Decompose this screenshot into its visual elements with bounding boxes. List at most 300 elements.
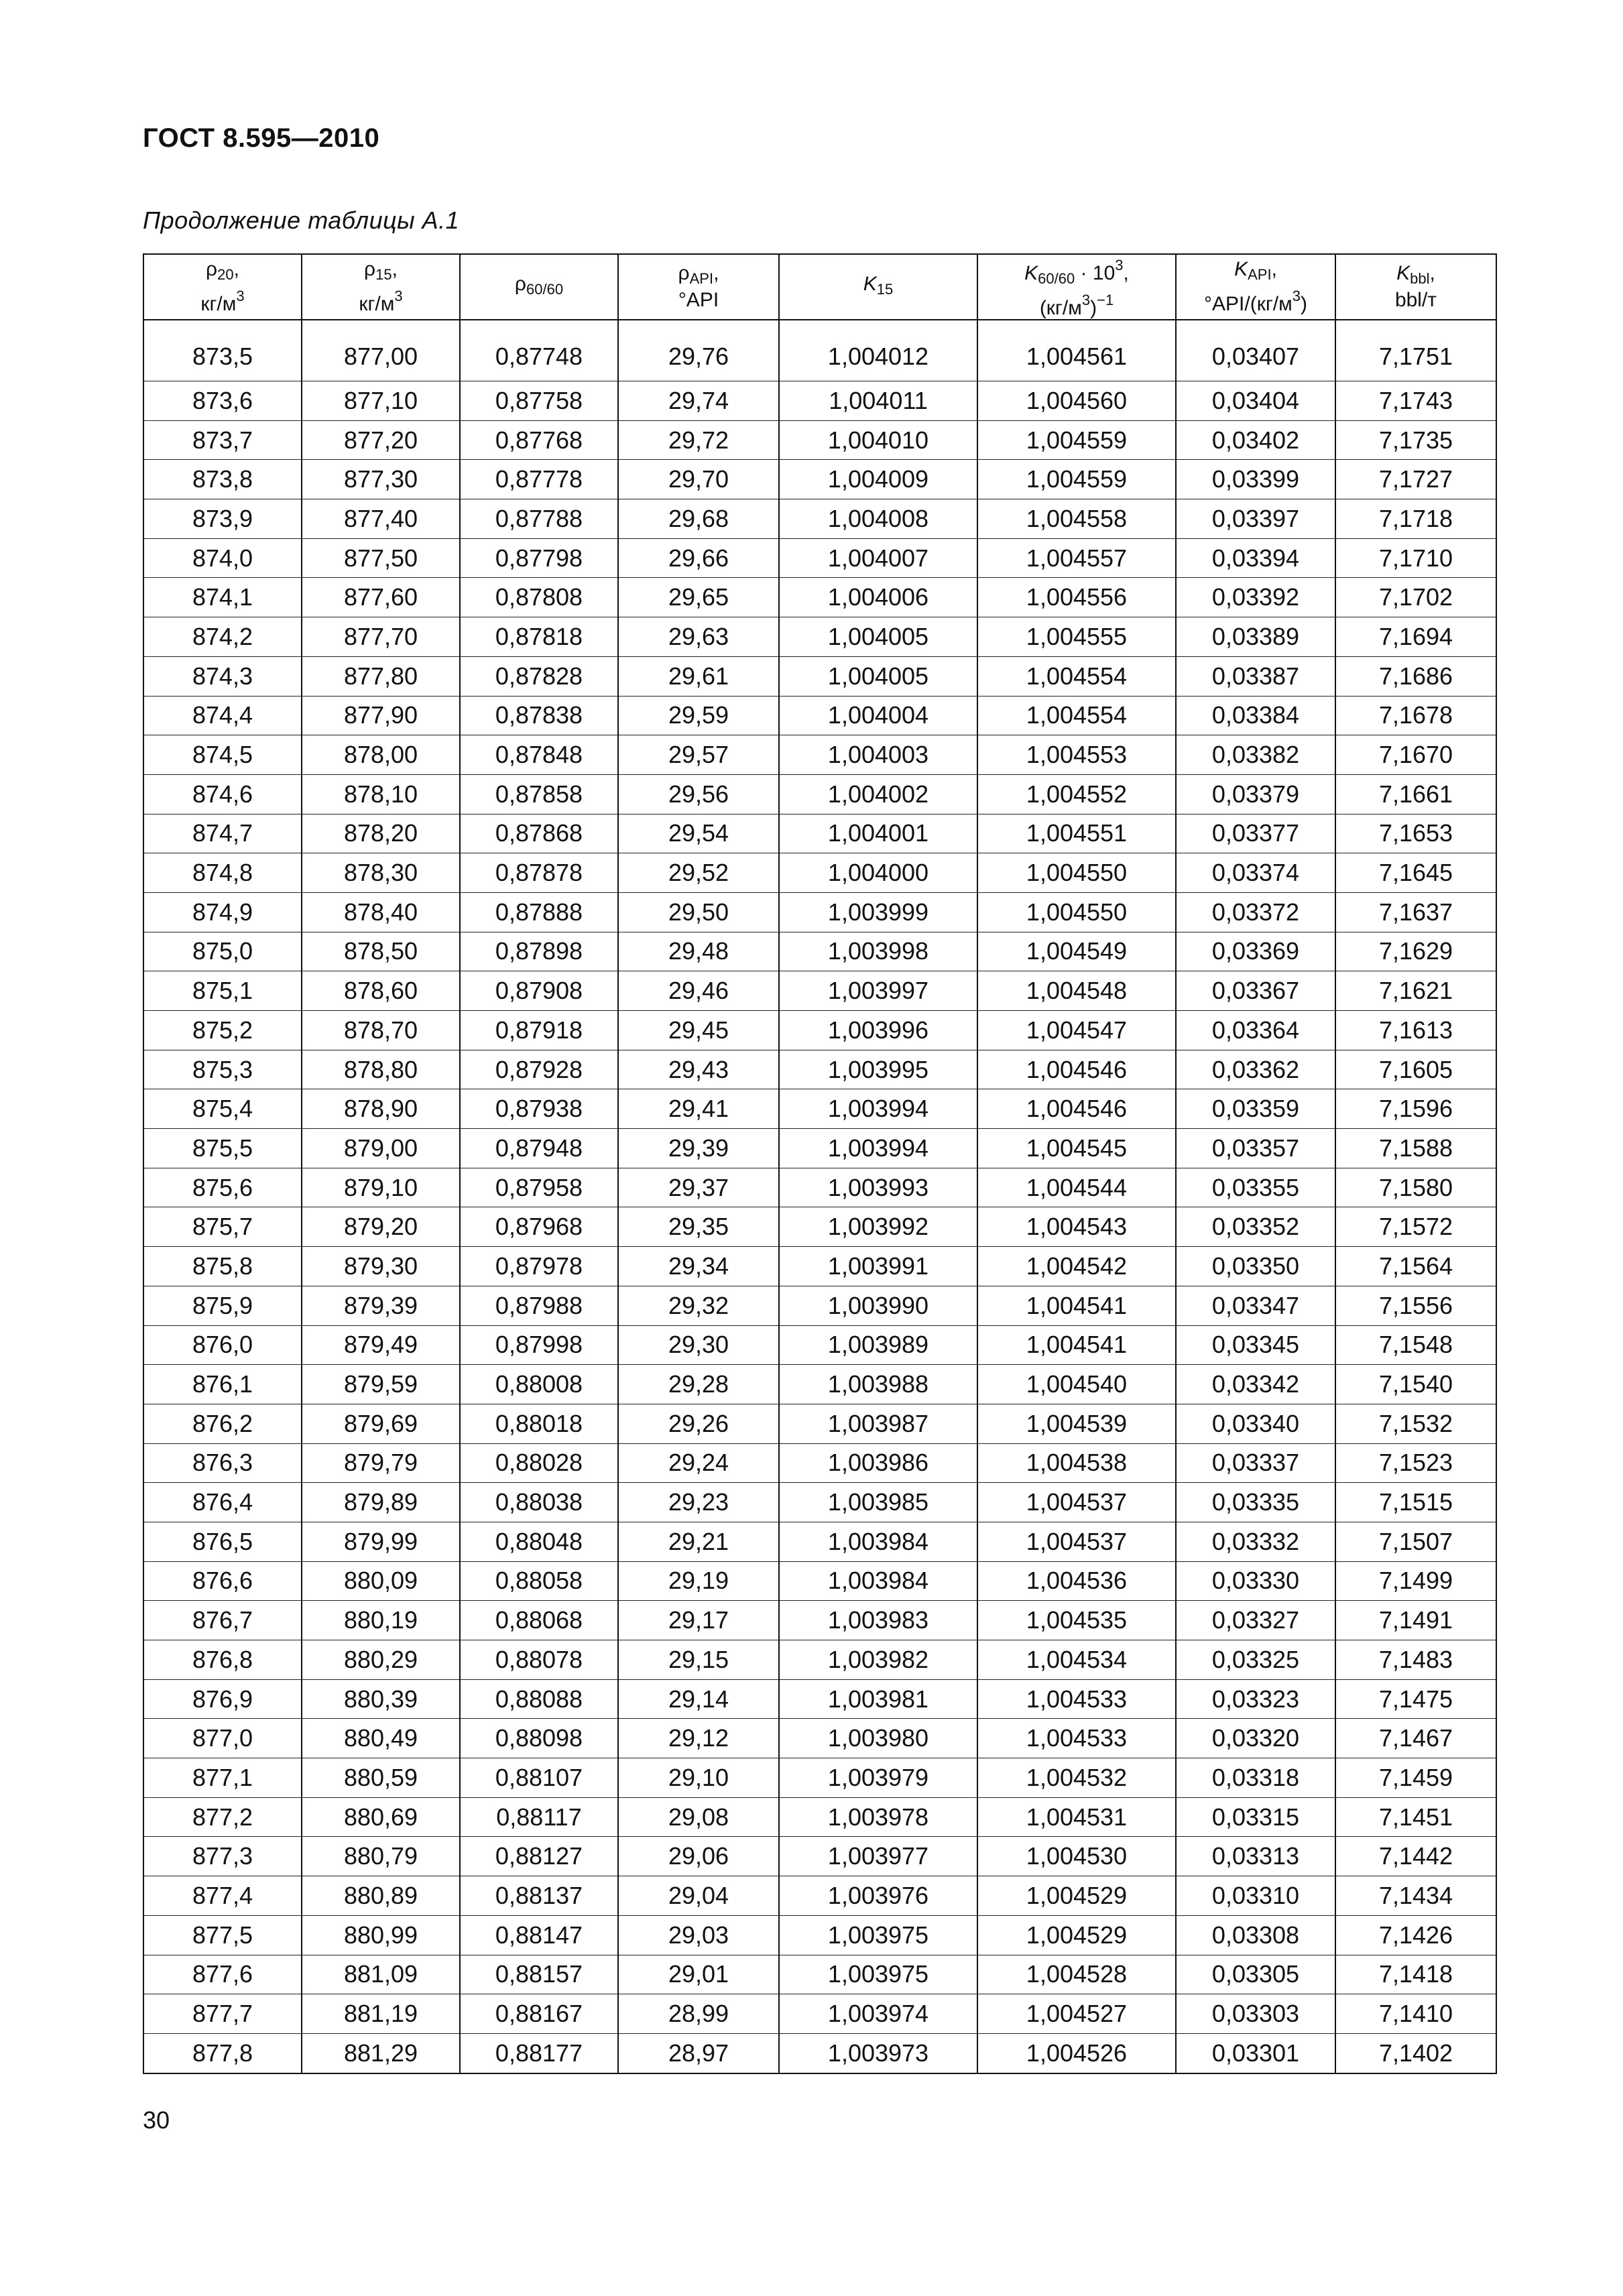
- table-cell: 7,1499: [1335, 1561, 1496, 1601]
- table-cell: 7,1678: [1335, 696, 1496, 735]
- table-cell: 29,48: [618, 932, 779, 971]
- table-cell: 880,69: [302, 1797, 460, 1837]
- table-cell: 1,003984: [779, 1522, 977, 1561]
- table-cell: 0,87938: [460, 1089, 618, 1129]
- table-cell: 0,03357: [1176, 1129, 1335, 1168]
- table-cell: 29,32: [618, 1286, 779, 1325]
- header-k15: $K_{15}$: [779, 254, 977, 320]
- table-cell: 7,1751: [1335, 320, 1496, 381]
- table-row: [143, 932, 1496, 971]
- table-cell: 1,003987: [779, 1404, 977, 1443]
- table-cell: 0,88018: [460, 1404, 618, 1443]
- table-cell: 0,87958: [460, 1168, 618, 1207]
- table-cell: 29,57: [618, 735, 779, 775]
- table-cell: 875,9: [143, 1286, 302, 1325]
- table-caption: Продолжение таблицы А.1: [143, 206, 460, 234]
- table-cell: 874,7: [143, 814, 302, 853]
- table-cell: 29,28: [618, 1365, 779, 1404]
- table-cell: 1,003979: [779, 1758, 977, 1798]
- table-cell: 877,8: [143, 2033, 302, 2073]
- table-cell: 1,004003: [779, 735, 977, 775]
- table-cell: 7,1621: [1335, 971, 1496, 1011]
- table-cell: 1,004557: [977, 538, 1176, 578]
- table-cell: 0,87788: [460, 499, 618, 539]
- table-cell: 0,03364: [1176, 1011, 1335, 1050]
- table-cell: 874,4: [143, 696, 302, 735]
- table-cell: 0,87888: [460, 892, 618, 932]
- table-cell: 1,004546: [977, 1050, 1176, 1089]
- table-cell: 0,88048: [460, 1522, 618, 1561]
- table-cell: 1,003988: [779, 1365, 977, 1404]
- table-header-row: [143, 254, 1496, 320]
- table-cell: 29,08: [618, 1797, 779, 1837]
- table-cell: 878,70: [302, 1011, 460, 1050]
- table-cell: 0,87798: [460, 538, 618, 578]
- table-cell: 878,90: [302, 1089, 460, 1129]
- table-cell: 0,88028: [460, 1443, 618, 1483]
- header-rho20: $\rho_{20}$, $кг/м^3$: [143, 254, 302, 320]
- table-cell: 0,88177: [460, 2033, 618, 2073]
- table-row: [143, 1758, 1496, 1798]
- table-cell: 1,004004: [779, 696, 977, 735]
- table-cell: 29,37: [618, 1168, 779, 1207]
- table-cell: 1,003982: [779, 1640, 977, 1680]
- table-cell: 7,1605: [1335, 1050, 1496, 1089]
- table-cell: 880,59: [302, 1758, 460, 1798]
- table-cell: 29,19: [618, 1561, 779, 1601]
- table-cell: 0,87848: [460, 735, 618, 775]
- table-cell: 1,003977: [779, 1837, 977, 1876]
- table-cell: 1,004010: [779, 420, 977, 460]
- table-cell: 878,00: [302, 735, 460, 775]
- table-cell: 7,1402: [1335, 2033, 1496, 2073]
- table-cell: 1,004541: [977, 1286, 1176, 1325]
- table-cell: 880,99: [302, 1915, 460, 1955]
- table-cell: 880,89: [302, 1876, 460, 1916]
- table-cell: 0,03308: [1176, 1915, 1335, 1955]
- table-cell: 1,004555: [977, 617, 1176, 657]
- table-cell: 877,40: [302, 499, 460, 539]
- table-cell: 7,1540: [1335, 1365, 1496, 1404]
- table-cell: 1,004005: [779, 656, 977, 696]
- table-cell: 878,30: [302, 853, 460, 893]
- table-row: [143, 1876, 1496, 1916]
- table-cell: 1,004009: [779, 460, 977, 499]
- table-cell: 0,87878: [460, 853, 618, 893]
- table-cell: 881,19: [302, 1994, 460, 2034]
- table-cell: 880,29: [302, 1640, 460, 1680]
- table-cell: 1,003996: [779, 1011, 977, 1050]
- table-cell: 7,1410: [1335, 1994, 1496, 2034]
- table-cell: 0,88107: [460, 1758, 618, 1798]
- table-cell: 1,004534: [977, 1640, 1176, 1680]
- table-cell: 7,1548: [1335, 1325, 1496, 1365]
- table-cell: 29,74: [618, 381, 779, 421]
- table-cell: 876,9: [143, 1679, 302, 1719]
- table-cell: 1,004538: [977, 1443, 1176, 1483]
- table-cell: 29,56: [618, 774, 779, 814]
- table-cell: 0,03394: [1176, 538, 1335, 578]
- table-cell: 1,004012: [779, 320, 977, 381]
- table-cell: 0,87838: [460, 696, 618, 735]
- table-cell: 1,004005: [779, 617, 977, 657]
- table-cell: 873,9: [143, 499, 302, 539]
- table-cell: 29,12: [618, 1719, 779, 1758]
- table-cell: 0,87828: [460, 656, 618, 696]
- table-cell: 0,03332: [1176, 1522, 1335, 1561]
- table-row: [143, 1168, 1496, 1207]
- table-cell: 876,2: [143, 1404, 302, 1443]
- table-cell: 1,003997: [779, 971, 977, 1011]
- table-row: [143, 814, 1496, 853]
- table-cell: 7,1532: [1335, 1404, 1496, 1443]
- table-cell: 876,8: [143, 1640, 302, 1680]
- table-cell: 1,004000: [779, 853, 977, 893]
- table-cell: 7,1645: [1335, 853, 1496, 893]
- table-cell: 0,88127: [460, 1837, 618, 1876]
- header-rho6060: $\rho_{60/60}$: [460, 254, 618, 320]
- table-cell: 0,87908: [460, 971, 618, 1011]
- table-cell: 0,87808: [460, 578, 618, 617]
- table-cell: 0,88058: [460, 1561, 618, 1601]
- table-cell: 0,87818: [460, 617, 618, 657]
- table-cell: 874,0: [143, 538, 302, 578]
- table-cell: 7,1564: [1335, 1247, 1496, 1286]
- table-cell: 879,79: [302, 1443, 460, 1483]
- table-row: [143, 2033, 1496, 2073]
- table-row: [143, 971, 1496, 1011]
- table-cell: 879,49: [302, 1325, 460, 1365]
- table-cell: 878,20: [302, 814, 460, 853]
- table-cell: 1,003990: [779, 1286, 977, 1325]
- table-cell: 1,003994: [779, 1089, 977, 1129]
- table-cell: 0,03392: [1176, 578, 1335, 617]
- page-number: 30: [143, 2106, 170, 2134]
- table-cell: 877,4: [143, 1876, 302, 1916]
- table-cell: 0,87988: [460, 1286, 618, 1325]
- table-row: [143, 578, 1496, 617]
- table-cell: 0,03397: [1176, 499, 1335, 539]
- table-cell: 29,65: [618, 578, 779, 617]
- table-cell: 1,004553: [977, 735, 1176, 775]
- table-cell: 7,1442: [1335, 1837, 1496, 1876]
- table-cell: 1,004549: [977, 932, 1176, 971]
- table-cell: 874,2: [143, 617, 302, 657]
- table-row: [143, 1483, 1496, 1522]
- table-cell: 879,69: [302, 1404, 460, 1443]
- table-cell: 0,03402: [1176, 420, 1335, 460]
- table-cell: 7,1467: [1335, 1719, 1496, 1758]
- table-row: [143, 1561, 1496, 1601]
- table-cell: 7,1718: [1335, 499, 1496, 539]
- table-cell: 873,8: [143, 460, 302, 499]
- table-row: [143, 892, 1496, 932]
- table-cell: 29,10: [618, 1758, 779, 1798]
- table-cell: 873,5: [143, 320, 302, 381]
- table-cell: 1,004559: [977, 460, 1176, 499]
- table-cell: 1,004001: [779, 814, 977, 853]
- table-cell: 7,1483: [1335, 1640, 1496, 1680]
- table-cell: 1,003974: [779, 1994, 977, 2034]
- table-cell: 877,3: [143, 1837, 302, 1876]
- table-cell: 1,004537: [977, 1483, 1176, 1522]
- table-cell: 1,003975: [779, 1915, 977, 1955]
- table-cell: 0,88068: [460, 1601, 618, 1640]
- table-cell: 1,003989: [779, 1325, 977, 1365]
- table-cell: 29,76: [618, 320, 779, 381]
- table-cell: 0,87898: [460, 932, 618, 971]
- table-cell: 879,00: [302, 1129, 460, 1168]
- table-cell: 7,1507: [1335, 1522, 1496, 1561]
- table-cell: 875,5: [143, 1129, 302, 1168]
- table-cell: 876,1: [143, 1365, 302, 1404]
- data-table: [143, 253, 1497, 2074]
- table-cell: 29,21: [618, 1522, 779, 1561]
- table-cell: 877,80: [302, 656, 460, 696]
- table-cell: 1,004539: [977, 1404, 1176, 1443]
- table-cell: 0,88137: [460, 1876, 618, 1916]
- table-cell: 7,1434: [1335, 1876, 1496, 1916]
- table-cell: 7,1418: [1335, 1955, 1496, 1994]
- table-cell: 1,004541: [977, 1325, 1176, 1365]
- table-row: [143, 617, 1496, 657]
- table-cell: 879,20: [302, 1207, 460, 1247]
- table-cell: 1,003984: [779, 1561, 977, 1601]
- table-cell: 0,03342: [1176, 1365, 1335, 1404]
- table-cell: 1,003978: [779, 1797, 977, 1837]
- table-cell: 29,06: [618, 1837, 779, 1876]
- table-row: [143, 1679, 1496, 1719]
- table-cell: 877,70: [302, 617, 460, 657]
- table-cell: 0,87968: [460, 1207, 618, 1247]
- table-cell: 7,1556: [1335, 1286, 1496, 1325]
- table-cell: 876,6: [143, 1561, 302, 1601]
- table-cell: 29,24: [618, 1443, 779, 1483]
- table-cell: 0,88088: [460, 1679, 618, 1719]
- table-row: [143, 1011, 1496, 1050]
- header-rho15: $\rho_{15}$, $кг/м^3$: [302, 254, 460, 320]
- table-cell: 7,1694: [1335, 617, 1496, 657]
- table-cell: 1,003986: [779, 1443, 977, 1483]
- table-cell: 1,003985: [779, 1483, 977, 1522]
- table-cell: 879,39: [302, 1286, 460, 1325]
- table-cell: 1,004537: [977, 1522, 1176, 1561]
- table-cell: 1,004533: [977, 1679, 1176, 1719]
- table-cell: 874,5: [143, 735, 302, 775]
- table-cell: 7,1523: [1335, 1443, 1496, 1483]
- table-cell: 877,6: [143, 1955, 302, 1994]
- table-row: [143, 735, 1496, 775]
- table-cell: 1,004558: [977, 499, 1176, 539]
- table-cell: 1,004529: [977, 1915, 1176, 1955]
- table-cell: 0,88147: [460, 1915, 618, 1955]
- table-row: [143, 1522, 1496, 1561]
- table-row: [143, 1207, 1496, 1247]
- table-cell: 0,03347: [1176, 1286, 1335, 1325]
- table-cell: 880,09: [302, 1561, 460, 1601]
- table-cell: 0,03367: [1176, 971, 1335, 1011]
- table-row: [143, 320, 1496, 381]
- table-cell: 878,80: [302, 1050, 460, 1089]
- table-cell: 0,03359: [1176, 1089, 1335, 1129]
- table-cell: 1,003983: [779, 1601, 977, 1640]
- table-cell: 1,004561: [977, 320, 1176, 381]
- table-cell: 878,60: [302, 971, 460, 1011]
- table-cell: 29,34: [618, 1247, 779, 1286]
- table-cell: 1,004011: [779, 381, 977, 421]
- table-cell: 0,03350: [1176, 1247, 1335, 1286]
- table-cell: 875,3: [143, 1050, 302, 1089]
- table-cell: 881,09: [302, 1955, 460, 1994]
- table-cell: 1,004006: [779, 578, 977, 617]
- table-cell: 0,03318: [1176, 1758, 1335, 1798]
- table-cell: 0,03313: [1176, 1837, 1335, 1876]
- table-cell: 7,1735: [1335, 420, 1496, 460]
- table-cell: 880,79: [302, 1837, 460, 1876]
- table-cell: 7,1515: [1335, 1483, 1496, 1522]
- table-cell: 29,39: [618, 1129, 779, 1168]
- table-cell: 0,03372: [1176, 892, 1335, 932]
- table-cell: 0,87758: [460, 381, 618, 421]
- table-cell: 878,10: [302, 774, 460, 814]
- table-cell: 879,59: [302, 1365, 460, 1404]
- table-cell: 29,43: [618, 1050, 779, 1089]
- table-cell: 7,1613: [1335, 1011, 1496, 1050]
- table-cell: 1,004008: [779, 499, 977, 539]
- table-cell: 1,004550: [977, 892, 1176, 932]
- table-cell: 1,004527: [977, 1994, 1176, 2034]
- table-cell: 29,17: [618, 1601, 779, 1640]
- table-cell: 0,03310: [1176, 1876, 1335, 1916]
- table-cell: 29,61: [618, 656, 779, 696]
- table-cell: 1,004526: [977, 2033, 1176, 2073]
- table-cell: 873,7: [143, 420, 302, 460]
- table-cell: 881,29: [302, 2033, 460, 2073]
- table-cell: 875,1: [143, 971, 302, 1011]
- table-cell: 0,03335: [1176, 1483, 1335, 1522]
- table-row: [143, 1601, 1496, 1640]
- table-cell: 7,1475: [1335, 1679, 1496, 1719]
- table-cell: 1,003981: [779, 1679, 977, 1719]
- table-cell: 880,49: [302, 1719, 460, 1758]
- table-row: [143, 1719, 1496, 1758]
- table-cell: 7,1710: [1335, 538, 1496, 578]
- table-cell: 29,35: [618, 1207, 779, 1247]
- table-row: [143, 1050, 1496, 1089]
- table-cell: 29,68: [618, 499, 779, 539]
- table-cell: 7,1661: [1335, 774, 1496, 814]
- table-cell: 0,87948: [460, 1129, 618, 1168]
- table-cell: 29,70: [618, 460, 779, 499]
- table-cell: 877,0: [143, 1719, 302, 1758]
- table-cell: 1,004551: [977, 814, 1176, 853]
- table-cell: 0,03384: [1176, 696, 1335, 735]
- table-cell: 7,1629: [1335, 932, 1496, 971]
- table-cell: 0,88167: [460, 1994, 618, 2034]
- table-cell: 879,10: [302, 1168, 460, 1207]
- table-cell: 0,03362: [1176, 1050, 1335, 1089]
- table-cell: 874,8: [143, 853, 302, 893]
- table-cell: 0,03303: [1176, 1994, 1335, 2034]
- table-cell: 0,03377: [1176, 814, 1335, 853]
- table-cell: 28,99: [618, 1994, 779, 2034]
- table-cell: 1,004535: [977, 1601, 1176, 1640]
- table-cell: 1,003973: [779, 2033, 977, 2073]
- table-cell: 0,87978: [460, 1247, 618, 1286]
- table-cell: 29,41: [618, 1089, 779, 1129]
- table-cell: 29,63: [618, 617, 779, 657]
- table-cell: 0,03389: [1176, 617, 1335, 657]
- table-cell: 1,003993: [779, 1168, 977, 1207]
- table-cell: 0,87928: [460, 1050, 618, 1089]
- table-cell: 1,004536: [977, 1561, 1176, 1601]
- table-cell: 0,88098: [460, 1719, 618, 1758]
- table-cell: 874,3: [143, 656, 302, 696]
- table-cell: 875,8: [143, 1247, 302, 1286]
- table-cell: 1,004532: [977, 1758, 1176, 1798]
- table-row: [143, 1640, 1496, 1680]
- table-cell: 879,89: [302, 1483, 460, 1522]
- header-rho-api: $\rho_{API}$, °API: [618, 254, 779, 320]
- table-row: [143, 1325, 1496, 1365]
- table-cell: 876,5: [143, 1522, 302, 1561]
- table-cell: 874,1: [143, 578, 302, 617]
- table-cell: 29,50: [618, 892, 779, 932]
- table-cell: 29,59: [618, 696, 779, 735]
- table-cell: 0,87998: [460, 1325, 618, 1365]
- header-k-bbl: $K_{bbl}$, bbl/т: [1335, 254, 1496, 320]
- table-cell: 0,03305: [1176, 1955, 1335, 1994]
- table-cell: 876,4: [143, 1483, 302, 1522]
- table-cell: 0,03407: [1176, 320, 1335, 381]
- table-cell: 1,004554: [977, 696, 1176, 735]
- table-cell: 0,88038: [460, 1483, 618, 1522]
- table-cell: 29,14: [618, 1679, 779, 1719]
- table-cell: 0,87868: [460, 814, 618, 853]
- table-cell: 0,03404: [1176, 381, 1335, 421]
- table-cell: 0,88078: [460, 1640, 618, 1680]
- header-k-api: $K_{API}$, $^\circ API/(кг/м^3)$: [1176, 254, 1335, 320]
- table-cell: 29,15: [618, 1640, 779, 1680]
- table-cell: 1,003991: [779, 1247, 977, 1286]
- table-cell: 880,39: [302, 1679, 460, 1719]
- table-row: [143, 538, 1496, 578]
- table-row: [143, 499, 1496, 539]
- table-cell: 1,003995: [779, 1050, 977, 1089]
- table-cell: 1,003998: [779, 932, 977, 971]
- table-cell: 877,90: [302, 696, 460, 735]
- table-cell: 7,1426: [1335, 1915, 1496, 1955]
- table-cell: 29,26: [618, 1404, 779, 1443]
- table-cell: 0,88008: [460, 1365, 618, 1404]
- table-cell: 1,004547: [977, 1011, 1176, 1050]
- table-cell: 0,03369: [1176, 932, 1335, 971]
- table-cell: 29,45: [618, 1011, 779, 1050]
- table-cell: 7,1580: [1335, 1168, 1496, 1207]
- table-cell: 7,1670: [1335, 735, 1496, 775]
- table-row: [143, 1404, 1496, 1443]
- table-cell: 1,004533: [977, 1719, 1176, 1758]
- table-cell: 1,004554: [977, 656, 1176, 696]
- table-cell: 0,03345: [1176, 1325, 1335, 1365]
- table-row: [143, 1994, 1496, 2034]
- table-row: [143, 656, 1496, 696]
- table-cell: 7,1686: [1335, 656, 1496, 696]
- table-cell: 878,40: [302, 892, 460, 932]
- table-cell: 1,004543: [977, 1207, 1176, 1247]
- table-row: [143, 1797, 1496, 1837]
- table-cell: 880,19: [302, 1601, 460, 1640]
